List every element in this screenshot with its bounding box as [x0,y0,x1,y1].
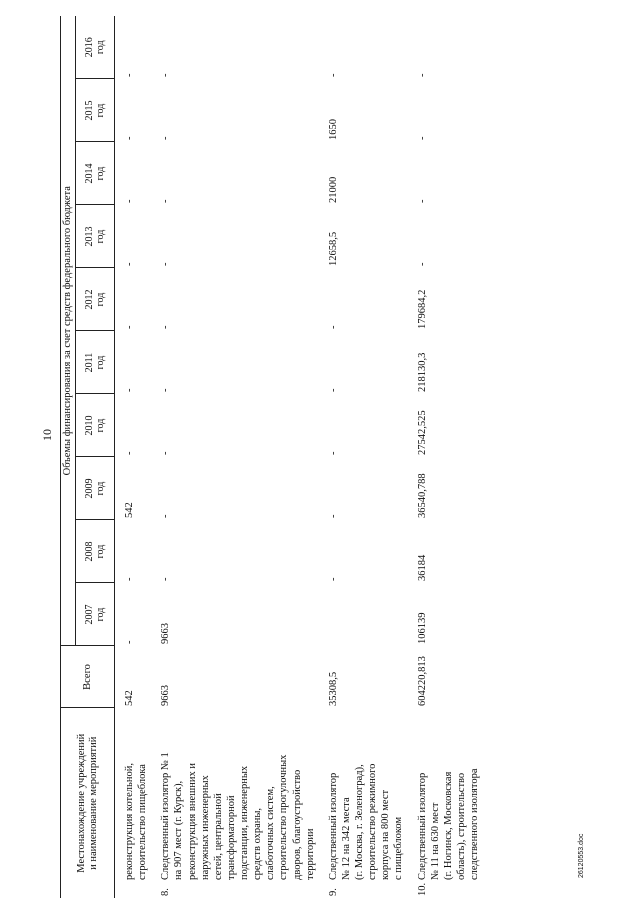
rotated-table-container [60,16,610,898]
funding-table [60,16,487,898]
header-year-5: 2012 год [76,268,115,331]
row-value-2: - [160,514,172,518]
row-value-5: - [124,325,135,329]
header-year-0: 2007 год [76,583,115,646]
row-value-2: - [327,514,339,518]
header-year-9: 2016 год [76,16,115,79]
header-year-8: 2015 год [76,79,115,142]
row-value-1: - [124,577,135,581]
row-value-9: - [160,73,172,77]
table-row [412,16,488,898]
row-value-3: - [124,451,135,455]
row-value-9: - [416,73,428,77]
row-value-9: - [124,73,135,77]
row-value-8: - [160,136,172,140]
row-total: 35308,5 [327,671,339,706]
row-value-3: - [327,451,339,455]
row-value-3: 27542,525 [416,410,428,455]
row-value-7: - [124,199,135,203]
row-value-5: - [160,325,172,329]
row-value-6: - [160,262,172,266]
row-value-7: - [416,199,428,203]
row-value-6: 12658,5 [327,231,339,266]
header-funding-group: Объемы финансирования за счет средств федерального бюджета [61,16,76,646]
header-year-1: 2008 год [76,520,115,583]
header-year-7: 2014 год [76,142,115,205]
row-value-1: 36184 [416,554,428,581]
footer-filename: 26120553.doc [578,833,585,878]
header-total: Всего [61,646,115,708]
row-number: 9. [327,888,339,896]
row-total: 9663 [160,685,172,706]
row-value-8: - [416,136,428,140]
row-value-7: 21000 [327,176,339,203]
row-value-2: 36540,788 [416,473,428,518]
row-name: Следственный изолятор № 1 на 907 мест (г. Курск), реконструкция внешних и наружных инженерных сетей, центральной трансформаторной подстанции, инженерных средств охраны, слаботочных систем, строительство прогулочных дворов, благоустройство территории [160,752,316,880]
row-number [115,882,156,898]
row-value-1: - [160,577,172,581]
row-value-0: 106139 [416,612,428,644]
row-value-4: - [160,388,172,392]
header-year-2: 2009 год [76,457,115,520]
row-value-6: - [416,262,428,266]
row-value-4: 218130,3 [416,352,428,392]
table-row [115,16,156,898]
row-value-0: - [124,640,135,644]
row-value-1: - [327,577,339,581]
header-year-3: 2010 год [76,394,115,457]
row-name: Следственный изолятор № 11 на 630 мест (г. Ногинск, Московская область), строительство следственного изолятора [416,768,480,880]
row-value-5: - [327,325,339,329]
row-value-2: 542 [124,502,135,518]
row-name: реконструкция котельной, строительство пищеблока [124,763,149,880]
row-value-3: - [160,451,172,455]
row-value-0: 9663 [160,623,172,644]
row-value-8: - [124,136,135,140]
row-total: 604220,813 [416,656,428,706]
row-number: 8. [160,888,172,896]
table-row [155,16,323,898]
header-year-6: 2013 год [76,205,115,268]
row-value-0 [323,583,412,646]
page-number: 10 [40,429,54,441]
row-value-6: - [124,262,135,266]
row-value-5: 179684,2 [416,289,428,329]
table-row [323,16,412,898]
row-total: 542 [124,690,135,706]
header-year-4: 2011 год [76,331,115,394]
row-value-9: - [327,73,339,77]
header-location: Местонахождение учреждений и наименование мероприятий [61,708,115,898]
row-value-4: - [124,388,135,392]
row-value-8: 1650 [327,119,339,140]
row-name: Следственный изолятор № 12 на 342 места (г. Москва, г. Зеленоград), строительство режимного корпуса на 800 мест с пищеблоком [327,763,405,880]
row-number: 10. [416,882,428,896]
row-value-4: - [327,388,339,392]
row-value-7: - [160,199,172,203]
